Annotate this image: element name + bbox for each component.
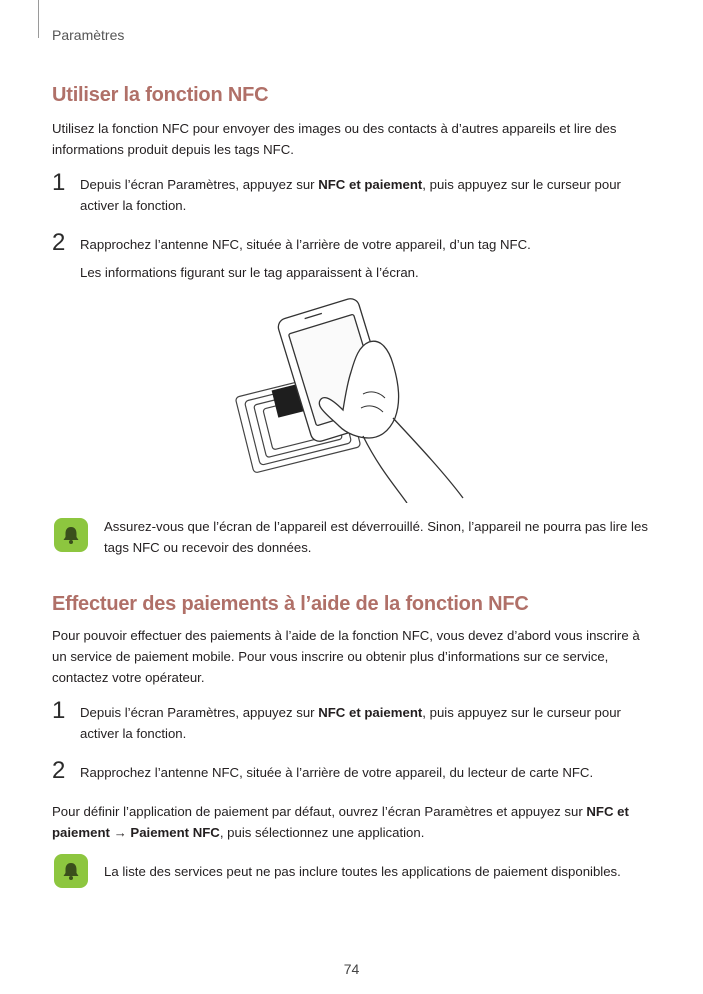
nfc-pay-option-ref: Paiement NFC <box>130 825 220 840</box>
note-icon <box>54 518 88 552</box>
nfc-payment-menu-ref: NFC et paiement <box>318 705 423 720</box>
step-number: 1 <box>52 697 66 724</box>
default-app-paragraph: Pour définir l’application de paiement par défaut, ouvrez l’écran Paramètres et appuyez sur NFC et paiement → Paiement NFC, puis sélectionnez une application. <box>52 804 629 840</box>
nfc-payment-menu-ref: NFC et paiement <box>318 177 423 192</box>
page-corner-mark <box>38 0 39 38</box>
page-number: 74 <box>343 961 360 977</box>
nfc-tag-illustration <box>235 298 475 503</box>
bell-icon <box>60 524 82 546</box>
note-icon <box>54 854 88 888</box>
step-subtext: Les informations figurant sur le tag apparaissent à l’écran. <box>80 265 419 280</box>
section-intro: Pour pouvoir effectuer des paiements à l’aide de la fonction NFC, vous devez d’abord vous inscrire à un service de paiement mobile. Pour vous inscrire ou obtenir plus d’informations sur ce service, contactez votre opérateur. <box>52 628 640 685</box>
page-header: Paramètres <box>52 27 125 43</box>
step-text: Depuis l’écran Paramètres, appuyez sur NFC et paiement, puis appuyez sur le curseur pour activer la fonction. <box>80 177 621 213</box>
step-number: 2 <box>52 757 66 784</box>
step-number: 1 <box>52 169 66 196</box>
step-text: Rapprochez l’antenne NFC, située à l’arrière de votre appareil, du lecteur de carte NFC. <box>80 765 594 780</box>
step-number: 2 <box>52 229 66 256</box>
note-text: Assurez-vous que l’écran de l’appareil est déverrouillé. Sinon, l’appareil ne pourra pas lire les tags NFC ou recevoir des données. <box>104 519 648 555</box>
section-intro: Utilisez la fonction NFC pour envoyer des images ou des contacts à d’autres appareils et lire des informations produit depuis les tags NFC. <box>52 121 617 157</box>
step-text: Depuis l’écran Paramètres, appuyez sur NFC et paiement, puis appuyez sur le curseur pour activer la fonction. <box>80 705 621 741</box>
bell-icon <box>60 860 82 882</box>
step-text: Rapprochez l’antenne NFC, située à l’arrière de votre appareil, d’un tag NFC. <box>80 237 531 252</box>
note-text: La liste des services peut ne pas inclure toutes les applications de paiement disponibles. <box>104 864 621 879</box>
section-title-nfc-payment: Effectuer des paiements à l’aide de la fonction NFC <box>52 593 529 615</box>
section-title-nfc: Utiliser la fonction NFC <box>52 84 269 106</box>
nfc-payment-menu-ref: NFC et paiement <box>52 804 629 840</box>
